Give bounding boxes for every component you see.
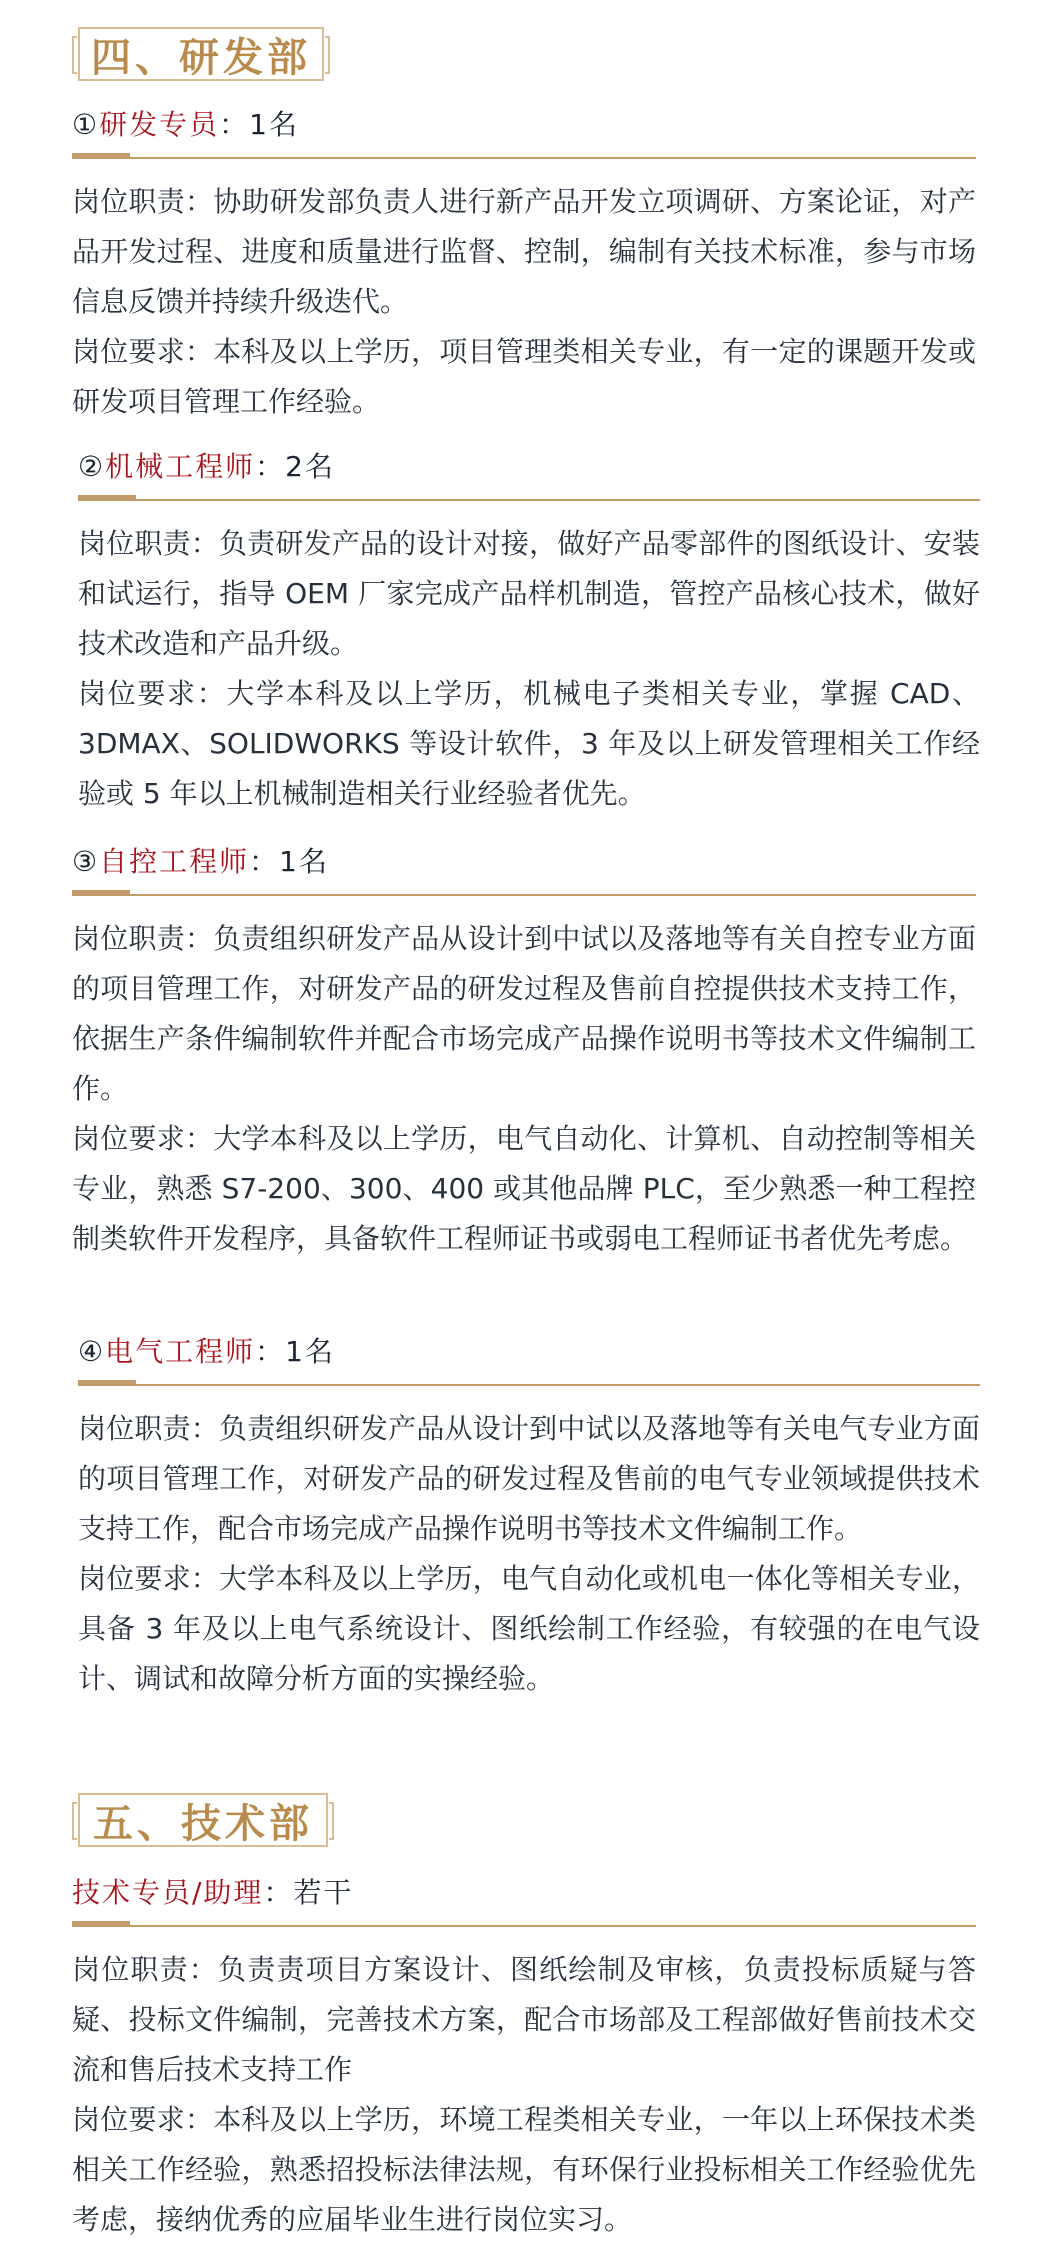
position-name: 机械工程师 [105,450,256,483]
divider-accent [72,890,130,896]
position-heading [72,1868,976,1918]
position-requirement: 岗位要求：大学本科及以上学历，机械电子类相关专业，掌握 CAD、3DMAX、SOLIDWORKS 等设计软件，3 年及以上研发管理相关工作经验或 5 年以上机械制造相关行业经验者优先。 [78,677,980,810]
position-automation-engineer [72,837,976,1255]
divider-accent [78,1380,136,1386]
position-duty: 岗位职责：负责组织研发产品从设计到中试以及落地等有关自控专业方面的项目管理工作，对研发产品的研发过程及售前自控提供技术支持工作，依据生产条件编制软件并配合市场完成产品操作说明书等技术文件编制工作。 [72,922,976,1105]
position-name: 电气工程师 [105,1335,256,1368]
divider [72,157,976,159]
position-number: ③ [72,845,100,878]
divider [78,499,980,501]
position-requirement: 岗位要求：大学本科及以上学历，电气自动化、计算机、自动控制等相关专业，熟悉 S7-200、300、400 或其他品牌 PLC，至少熟悉一种工程控制类软件开发程序，具备软件工程师证书或弱电工程师证书者优先考虑。 [72,1122,976,1255]
dept-title: 五、技术部 [93,1800,313,1847]
position-number: ④ [78,1335,106,1368]
position-heading [72,837,976,887]
position-rd-specialist [72,100,976,418]
position-duty: 岗位职责：负责责项目方案设计、图纸绘制及审核，负责投标质疑与答疑、投标文件编制，完善技术方案，配合市场部及工程部做好售前技术交流和售后技术支持工作 [72,1953,976,2086]
divider-accent [78,495,136,501]
position-count: ：1名 [255,1335,335,1368]
position-count: ：若干 [263,1876,354,1909]
position-count: ：2名 [255,450,335,483]
divider-accent [72,1921,130,1927]
divider [72,1925,976,1927]
position-heading [78,1327,980,1377]
dept-header-tech [78,1793,328,1847]
dept-header-rd [78,27,324,81]
divider [78,1384,980,1386]
position-duty: 岗位职责：负责组织研发产品从设计到中试以及落地等有关电气专业方面的项目管理工作，对研发产品的研发过程及售前的电气专业领域提供技术支持工作，配合市场完成产品操作说明书等技术文件编制工作。 [78,1412,980,1545]
dept-title: 四、研发部 [91,34,311,81]
position-name: 研发专员 [99,108,220,141]
position-name: 自控工程师 [99,845,250,878]
position-count: ：1名 [249,845,329,878]
position-heading [78,442,980,492]
position-mechanical-engineer [78,442,980,810]
position-duty: 岗位职责：负责研发产品的设计对接，做好产品零部件的图纸设计、安装和试运行，指导 OEM 厂家完成产品样机制造，管控产品核心技术，做好技术改造和产品升级。 [78,527,980,660]
position-electrical-engineer [78,1327,980,1695]
position-number: ① [72,108,100,141]
position-requirement: 岗位要求：本科及以上学历，项目管理类相关专业，有一定的课题开发或研发项目管理工作经验。 [72,335,976,418]
position-number: ② [78,450,106,483]
position-tech-specialist [72,1868,976,2236]
position-name: 技术专员/助理 [72,1876,264,1909]
position-heading [72,100,976,150]
position-count: ：1名 [219,108,299,141]
position-requirement: 岗位要求：本科及以上学历，环境工程类相关专业，一年以上环保技术类相关工作经验，熟悉招投标法律法规，有环保行业投标相关工作经验优先考虑，接纳优秀的应届毕业生进行岗位实习。 [72,2103,976,2236]
divider-accent [72,153,130,159]
position-requirement: 岗位要求：大学本科及以上学历，电气自动化或机电一体化等相关专业，具备 3 年及以上电气系统设计、图纸绘制工作经验，有较强的在电气设计、调试和故障分析方面的实操经验。 [78,1562,980,1695]
position-duty: 岗位职责：协助研发部负责人进行新产品开发立项调研、方案论证，对产品开发过程、进度和质量进行监督、控制，编制有关技术标准，参与市场信息反馈并持续升级迭代。 [72,185,976,318]
divider [72,894,976,896]
